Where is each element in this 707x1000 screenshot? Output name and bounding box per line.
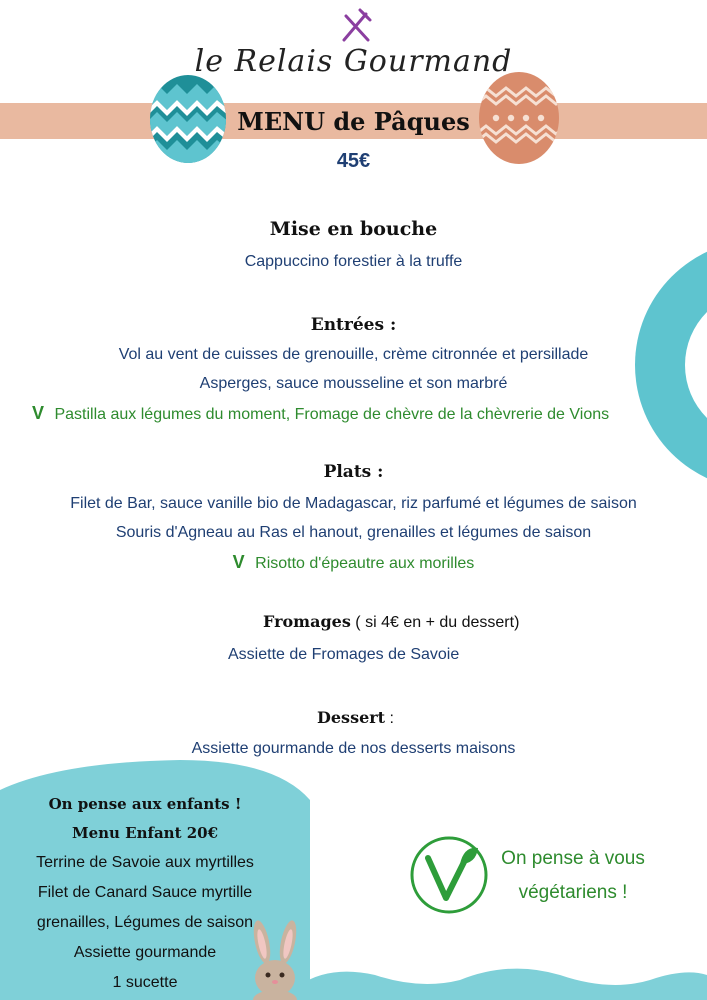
vegetarian-badge-icon	[408, 834, 490, 916]
fromages-note: ( si 4€ en + du dessert)	[350, 614, 520, 631]
brand-name: le Relais Gourmand	[194, 44, 513, 79]
kids-title: Menu Enfant 20€	[71, 824, 219, 842]
entrees-veg-item	[32, 403, 702, 424]
plats-item: Souris d'Agneau au Ras el hanout, grenailles et légumes de saison	[115, 524, 592, 541]
vegetarian-message	[488, 842, 658, 910]
kids-item: Filet de Canard Sauce myrtille	[37, 884, 253, 901]
fork-knife-icon	[338, 8, 374, 44]
entrees-heading: Entrées :	[310, 315, 397, 335]
dessert-heading-line	[317, 708, 394, 728]
menu-price: 45€	[336, 150, 371, 172]
plats-item-label: Risotto d'épeautre aux morilles	[255, 555, 475, 572]
mise-item: Cappuccino forestier à la truffe	[244, 253, 463, 270]
entrees-item: Vol au vent de cuisses de grenouille, crème citronnée et persillade	[118, 346, 589, 363]
dessert-item: Assiette gourmande de nos desserts maisons	[191, 740, 516, 757]
veg-mark-icon: V	[32, 403, 45, 423]
kids-item: Terrine de Savoie aux myrtilles	[36, 854, 254, 871]
plats-item: Filet de Bar, sauce vanille bio de Madagascar, riz parfumé et légumes de saison	[70, 495, 637, 512]
bottom-wave	[300, 969, 707, 1000]
bunny-icon	[240, 918, 310, 1000]
entrees-item: Asperges, sauce mousseline et son marbré	[199, 375, 508, 392]
veg-mark-icon: V	[232, 552, 245, 572]
fromages-item: Assiette de Fromages de Savoie	[228, 646, 460, 663]
menu-title: MENU de Pâques	[237, 107, 470, 136]
veg-line-2: végétariens !	[518, 882, 628, 903]
fromages-heading: Fromages	[263, 612, 351, 631]
entrees-item-label: Pastilla aux légumes du moment, Fromage de chèvre de la chèvrerie de Vions	[54, 406, 610, 423]
fromages-heading-line	[263, 612, 519, 632]
kids-item: 1 sucette	[112, 974, 178, 991]
dessert-colon: :	[385, 710, 394, 727]
plats-heading: Plats :	[323, 462, 384, 482]
kids-item: Assiette gourmande	[73, 944, 217, 961]
mise-heading: Mise en bouche	[269, 218, 438, 240]
veg-line-1: On pense à vous	[501, 848, 645, 869]
plats-veg-item	[0, 552, 707, 573]
kids-item: grenailles, Légumes de saison	[36, 914, 254, 931]
kids-heading: On pense aux enfants !	[48, 795, 242, 813]
dessert-heading: Dessert	[317, 708, 386, 727]
